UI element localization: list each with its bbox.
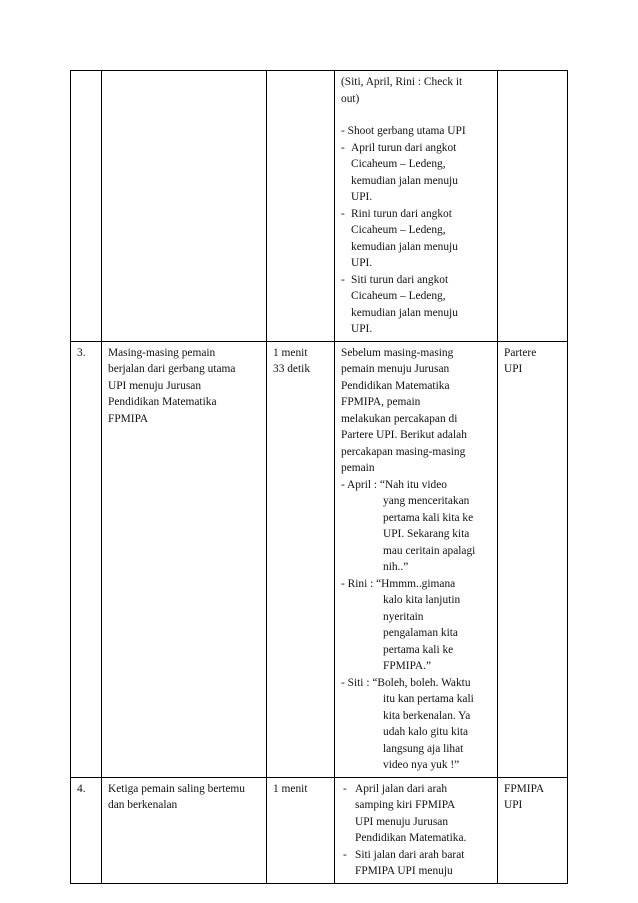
- text-line: out): [341, 92, 360, 105]
- text-line: FPMIPA, pemain: [341, 396, 421, 408]
- cell-description: [335, 341, 498, 777]
- text-line: pengalaman kita: [383, 627, 458, 639]
- text-line: UPI: [504, 363, 523, 375]
- text-line: kemudian jalan menuju: [351, 174, 458, 187]
- text-line: berjalan dari gerbang utama: [108, 363, 236, 375]
- text-line: mau ceritain apalagi: [383, 544, 476, 557]
- text-line: Cicaheum – Ledeng,: [351, 224, 446, 236]
- text-line: Cicaheum – Ledeng,: [351, 158, 446, 170]
- cell-duration: [267, 71, 335, 342]
- list-item: [341, 781, 491, 847]
- cell-description: [335, 71, 498, 342]
- text-line: UPI: [504, 799, 523, 811]
- text-line: UPI.: [351, 257, 373, 269]
- text-line: UPI menuju Jurusan: [355, 815, 449, 828]
- cell-description: [335, 777, 498, 883]
- text-line: FPMIPA UPI menuju: [355, 865, 453, 877]
- cell-activity: [102, 71, 267, 342]
- text-line: UPI menuju Jurusan: [108, 379, 202, 392]
- text-line: Pendidikan Matematika: [341, 379, 450, 392]
- scenario-table: [70, 70, 568, 884]
- cell-activity: [102, 777, 267, 883]
- text-line: nih..”: [383, 561, 409, 573]
- text-line: 1 menit: [273, 782, 308, 795]
- text-line: Cicaheum – Ledeng,: [351, 290, 446, 302]
- cell-number: [71, 71, 102, 342]
- list-item: [341, 847, 491, 880]
- text-line: pertama kali kita ke: [383, 511, 474, 524]
- text-line: kemudian jalan menuju: [351, 306, 458, 319]
- text-line: FPMIPA: [108, 412, 149, 425]
- dialogue-speaker: - April : “Nah itu video: [341, 478, 447, 491]
- text-line: FPMIPA: [504, 782, 545, 795]
- text-line: melakukan percakapan di: [341, 412, 458, 425]
- text-line: dan berkenalan: [108, 799, 178, 811]
- text-line: UPI. Sekarang kita: [383, 528, 470, 540]
- text-line: video nya yuk !”: [383, 759, 460, 771]
- text-line: samping kiri FPMIPA: [355, 799, 456, 811]
- text-line: UPI.: [351, 323, 373, 335]
- dialogue-rini: [341, 576, 491, 675]
- text-line: 33 detik: [273, 363, 311, 375]
- text-line: nyeritain: [383, 610, 424, 623]
- text-line: pemain menuju Jurusan: [341, 363, 450, 375]
- text-line: pertama kali ke: [383, 643, 454, 656]
- text-line: Pendidikan Matematika.: [355, 832, 467, 844]
- text-line: Partere UPI. Berikut adalah: [341, 429, 467, 441]
- text-line: FPMIPA.”: [383, 660, 432, 672]
- text-line: - Rini turun dari angkot: [351, 207, 452, 220]
- list-item: [341, 272, 491, 338]
- table-row: [71, 341, 568, 777]
- text-line: Pendidikan Matematika: [108, 396, 217, 408]
- dialogue-speaker: - Rini : “Hmmm..gimana: [341, 577, 456, 590]
- text-line: - Siti turun dari angkot: [351, 273, 449, 286]
- text-line: - Siti jalan dari arah barat: [355, 848, 465, 861]
- list-item: [341, 140, 491, 206]
- text-line: kemudian jalan menuju: [351, 240, 458, 253]
- dialogue-speaker: - Siti : “Boleh, boleh. Waktu: [341, 676, 471, 689]
- cell-location: [498, 341, 568, 777]
- text-line: langsung aja lihat: [383, 742, 464, 755]
- cell-number: 4.: [71, 777, 102, 883]
- text-line: Sebelum masing-masing: [341, 346, 454, 359]
- table-row: [71, 71, 568, 342]
- cell-activity: [102, 341, 267, 777]
- text-line: 1 menit: [273, 346, 308, 359]
- text-line: kita berkenalan. Ya: [383, 709, 471, 722]
- text-line: Masing-masing pemain: [108, 346, 216, 359]
- text-line: percakapan masing-masing: [341, 445, 466, 458]
- text-line: itu kan pertama kali: [383, 693, 474, 705]
- text-line: yang menceritakan: [383, 495, 470, 507]
- text-line: - April turun dari angkot: [351, 141, 457, 154]
- table-row: [71, 777, 568, 883]
- list-item: [341, 206, 491, 272]
- text-line: kalo kita lanjutin: [383, 594, 461, 606]
- cell-duration: [267, 341, 335, 777]
- text-line: Ketiga pemain saling bertemu: [108, 782, 245, 795]
- text-line: udah kalo gitu kita: [383, 726, 469, 738]
- cell-location: [498, 777, 568, 883]
- text-line: UPI.: [351, 191, 373, 203]
- cell-number: 3.: [71, 341, 102, 777]
- text-line: - April jalan dari arah: [355, 782, 448, 795]
- text-line: pemain: [341, 462, 375, 474]
- text-line: Partere: [504, 346, 537, 359]
- cell-duration: [267, 777, 335, 883]
- text-line: - Shoot gerbang utama UPI: [341, 125, 466, 137]
- cell-location: [498, 71, 568, 342]
- dialogue-april: [341, 477, 491, 576]
- text-line: (Siti, April, Rini : Check it: [341, 76, 463, 88]
- dialogue-siti: [341, 675, 491, 774]
